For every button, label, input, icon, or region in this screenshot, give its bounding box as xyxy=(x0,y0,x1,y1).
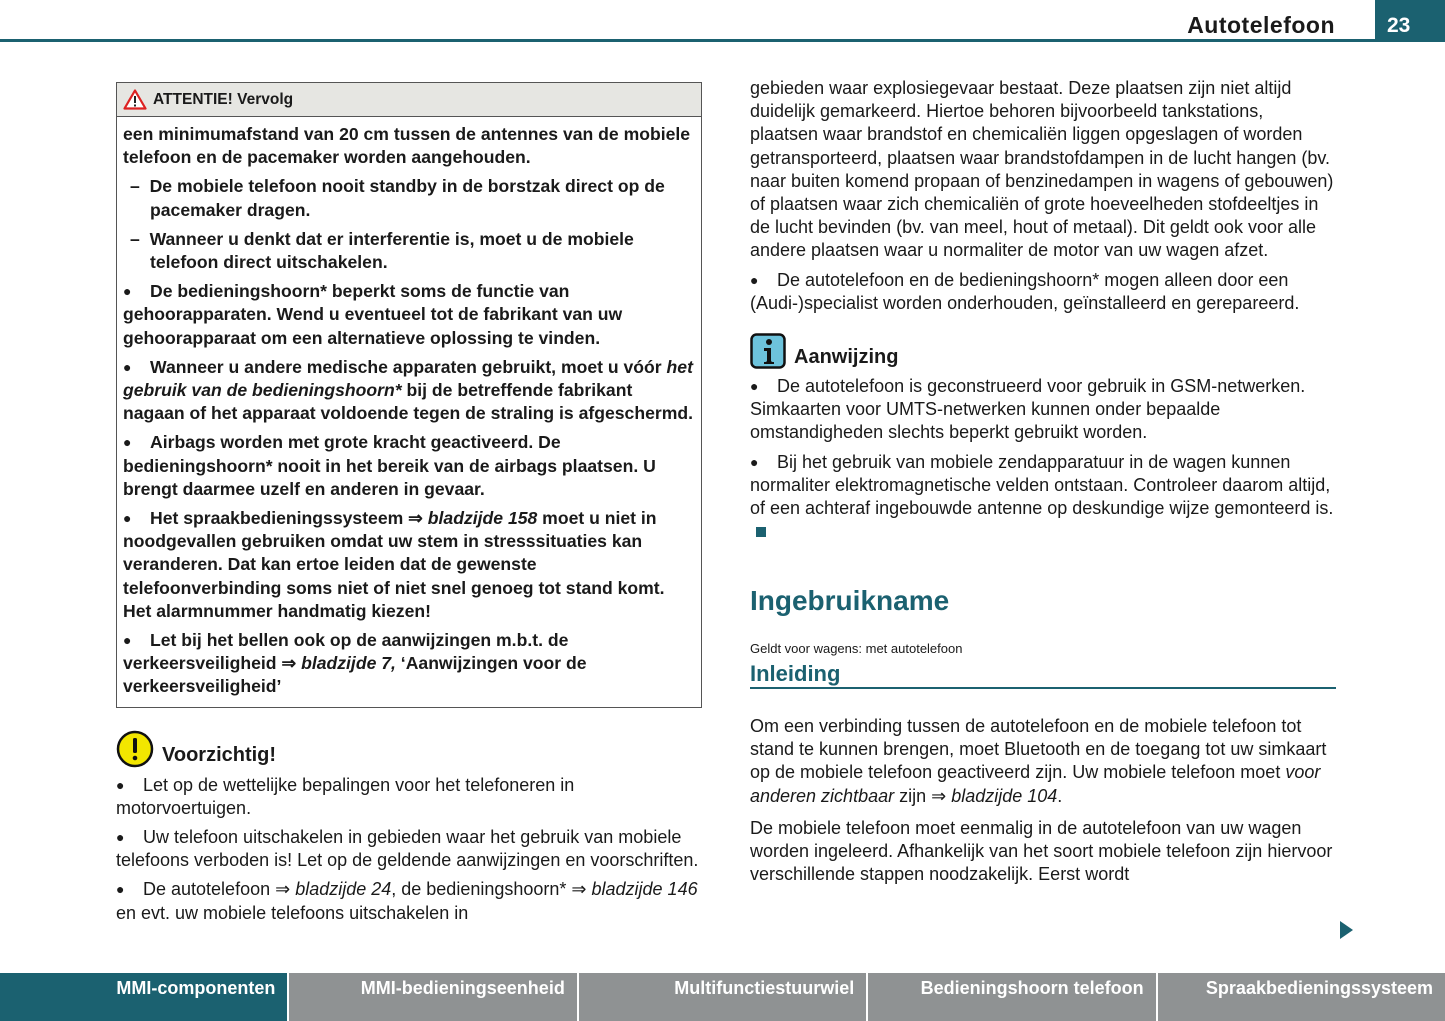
text-segment: Het spraakbedieningssysteem ⇒ xyxy=(150,508,428,529)
caution-title: Voorzichtig! xyxy=(162,744,277,767)
text-segment: , de bedieningshoorn* ⇒ xyxy=(391,879,592,900)
next-page-arrow-icon[interactable] xyxy=(1340,921,1353,939)
bullet-item: ● Let op de wettelijke bepalingen voor het telefoneren in motorvoertuigen. xyxy=(116,774,702,820)
subsection-title: Inleiding xyxy=(750,662,1336,689)
tab-spraakbedieningssysteem[interactable]: Spraakbedieningssysteem xyxy=(1158,973,1445,1021)
bullet-item xyxy=(750,451,1336,544)
note-title: Aanwijzing xyxy=(794,345,899,368)
header-rule xyxy=(0,39,1445,42)
tab-bedieningshoorn-telefoon[interactable]: Bedieningshoorn telefoon xyxy=(868,973,1155,1021)
bullet-item: ● De autotelefoon is geconstrueerd voor gebruik in GSM-netwerken. Simkaarten voor UMTS-netwerken kunnen onder bepaalde omstandigheden slechts beperkt gebruikt worden. xyxy=(750,375,1336,445)
dash-text: De mobiele telefoon nooit standby in de borstzak direct op de pacemaker dragen. xyxy=(149,176,665,220)
text-segment: moet u niet in noodgevallen gebruiken omdat uw stem in stresssituaties kan veranderen. Dat kan ertoe leiden dat de gewenste telefoonverbinding soms niet of niet snel genoeg tot stand komt. Het alarmnummer handmatig kiezen! xyxy=(123,508,665,621)
tab-multifunctiestuurwiel[interactable]: Multifunctiestuurwiel xyxy=(579,973,866,1021)
text-segment: Let bij het bellen ook op de aanwijzingen m.b.t. de verkeersveiligheid ⇒ xyxy=(123,630,569,674)
bullet-item xyxy=(116,878,702,924)
paragraph xyxy=(750,715,1336,808)
page-link[interactable]: bladzijde 24 xyxy=(295,879,392,900)
info-icon xyxy=(750,333,786,369)
bullet-item: ● Airbags worden met grote kracht geactiveerd. De bedieningshoorn* nooit in het bereik van de airbags plaatsen. U brengt daarmee uzelf en anderen in gevaar. xyxy=(123,431,696,501)
left-column xyxy=(116,82,702,931)
tab-mmi-bedieningseenheid[interactable]: MMI-bedieningseenheid xyxy=(289,973,576,1021)
page-number: 23 xyxy=(1375,0,1445,40)
paragraph: gebieden waar explosiegevaar bestaat. Deze plaatsen zijn niet altijd duidelijk gemarkeerd. Hiertoe behoren bijvoorbeeld tankstations, plaatsen waar brandstof en chemicaliën liggen opgeslagen of worden getransporteerd, plaatsen waar brandstofdampen in de lucht hangen (bv. naar buiten komend propaan of benzinedampen in wagens of gebouwen) of plaatsen waar zich chemicaliën of grote hoeveelheden stofdeeltjes in de lucht bevinden (bv. van meel, hout of metaal). Dit geldt ook voor alle andere plaatsen waar u normaliter de motor van uw wagen afzet. xyxy=(750,78,1334,261)
text-segment: Wanneer u andere medische apparaten gebruikt, moet u vóór xyxy=(150,356,667,377)
dash-text: Wanneer u denkt dat er interferentie is, moet u de mobiele telefoon direct uitschakelen. xyxy=(149,228,634,273)
warning-triangle-icon xyxy=(123,89,147,110)
text-segment: bij de betreffende fabrikant nagaan of het apparaat voldoende tegen de straling is afgeschermd. xyxy=(123,380,693,424)
note-heading xyxy=(750,333,1336,369)
text-segment: Om een verbinding tussen de autotelefoon en de mobiele telefoon tot stand te kunnen brengen, moet Bluetooth en de toegang tot uw simkaart op de mobiele telefoon geactiveerd zijn. Uw mobiele telefoon moet xyxy=(750,716,1327,783)
applies-to: Geldt voor wagens: met autotelefoon xyxy=(750,640,963,656)
bullet-item xyxy=(123,356,696,426)
bullet-item: ● De bedieningshoorn* beperkt soms de functie van gehoorapparaten. Wend u eventueel tot de fabrikant van uw gehoorapparaat om een alternatieve oplossing te vinden. xyxy=(123,280,696,350)
right-column xyxy=(750,77,1336,892)
text-segment: en evt. uw mobiele telefoons uitschakelen in xyxy=(116,902,469,923)
page-link[interactable]: bladzijde 104 xyxy=(951,785,1058,806)
page-link[interactable]: bladzijde 146 xyxy=(591,879,698,900)
warning-text: een minimumafstand van 20 cm tussen de antennes van de mobiele telefoon en de pacemaker worden aangehouden. xyxy=(123,124,691,168)
page-link[interactable]: bladzijde 7, xyxy=(301,653,396,674)
text-segment: ‘Aanwijzingen voor de verkeersveiligheid’ xyxy=(123,653,587,697)
text-segment: Bij het gebruik van mobiele zendapparatuur in de wagen kunnen normaliter elektromagnetische velden ontstaan. Controleer daarom altijd, of een achteraf ingebouwde antenne op deskundige wijze gemonteerd is. xyxy=(750,451,1334,519)
text-segment: zijn ⇒ xyxy=(894,785,952,806)
caution-exclamation-icon xyxy=(116,730,154,768)
footer-tabs xyxy=(0,973,1445,1021)
tab-mmi-componenten[interactable]: MMI-componenten xyxy=(0,973,287,1021)
warning-title: ATTENTIE! Vervolg xyxy=(153,90,294,108)
page-link[interactable]: bladzijde 158 xyxy=(427,508,538,529)
text-segment: het gebruik van de bedieningshoorn* xyxy=(123,356,693,401)
text-segment: . xyxy=(1057,785,1063,806)
bullet-item: ● Uw telefoon uitschakelen in gebieden waar het gebruik van mobiele telefoons verboden is! Let op de geldende aanwijzingen en voorschriften. xyxy=(116,826,702,872)
text-segment: voor anderen zichtbaar xyxy=(750,762,1321,806)
bullet-item xyxy=(123,629,696,699)
caution-heading xyxy=(116,730,702,768)
dash-item: – De mobiele telefoon nooit standby in de borstzak direct op de pacemaker dragen. xyxy=(130,176,665,220)
paragraph: De mobiele telefoon moet eenmalig in de autotelefoon van uw wagen worden ingeleerd. Afhankelijk van het soort mobiele telefoon zijn hiervoor verschillende stappen noodzakelijk. Eerst wordt xyxy=(750,817,1333,885)
end-marker-icon xyxy=(756,527,766,537)
text-segment: De autotelefoon ⇒ xyxy=(143,879,296,900)
dash-item: – Wanneer u denkt dat er interferentie is, moet u de mobiele telefoon direct uitschakelen. xyxy=(130,228,634,273)
header-title: Autotelefoon xyxy=(1187,12,1335,38)
warning-header xyxy=(117,83,701,117)
bullet-item: ● De autotelefoon en de bedieningshoorn* mogen alleen door een (Audi-)specialist worden onderhouden, geïnstalleerd en gerepareerd. xyxy=(750,269,1336,315)
bullet-item xyxy=(123,507,696,623)
section-title: Ingebruikname xyxy=(750,585,950,617)
warning-box xyxy=(116,82,702,708)
